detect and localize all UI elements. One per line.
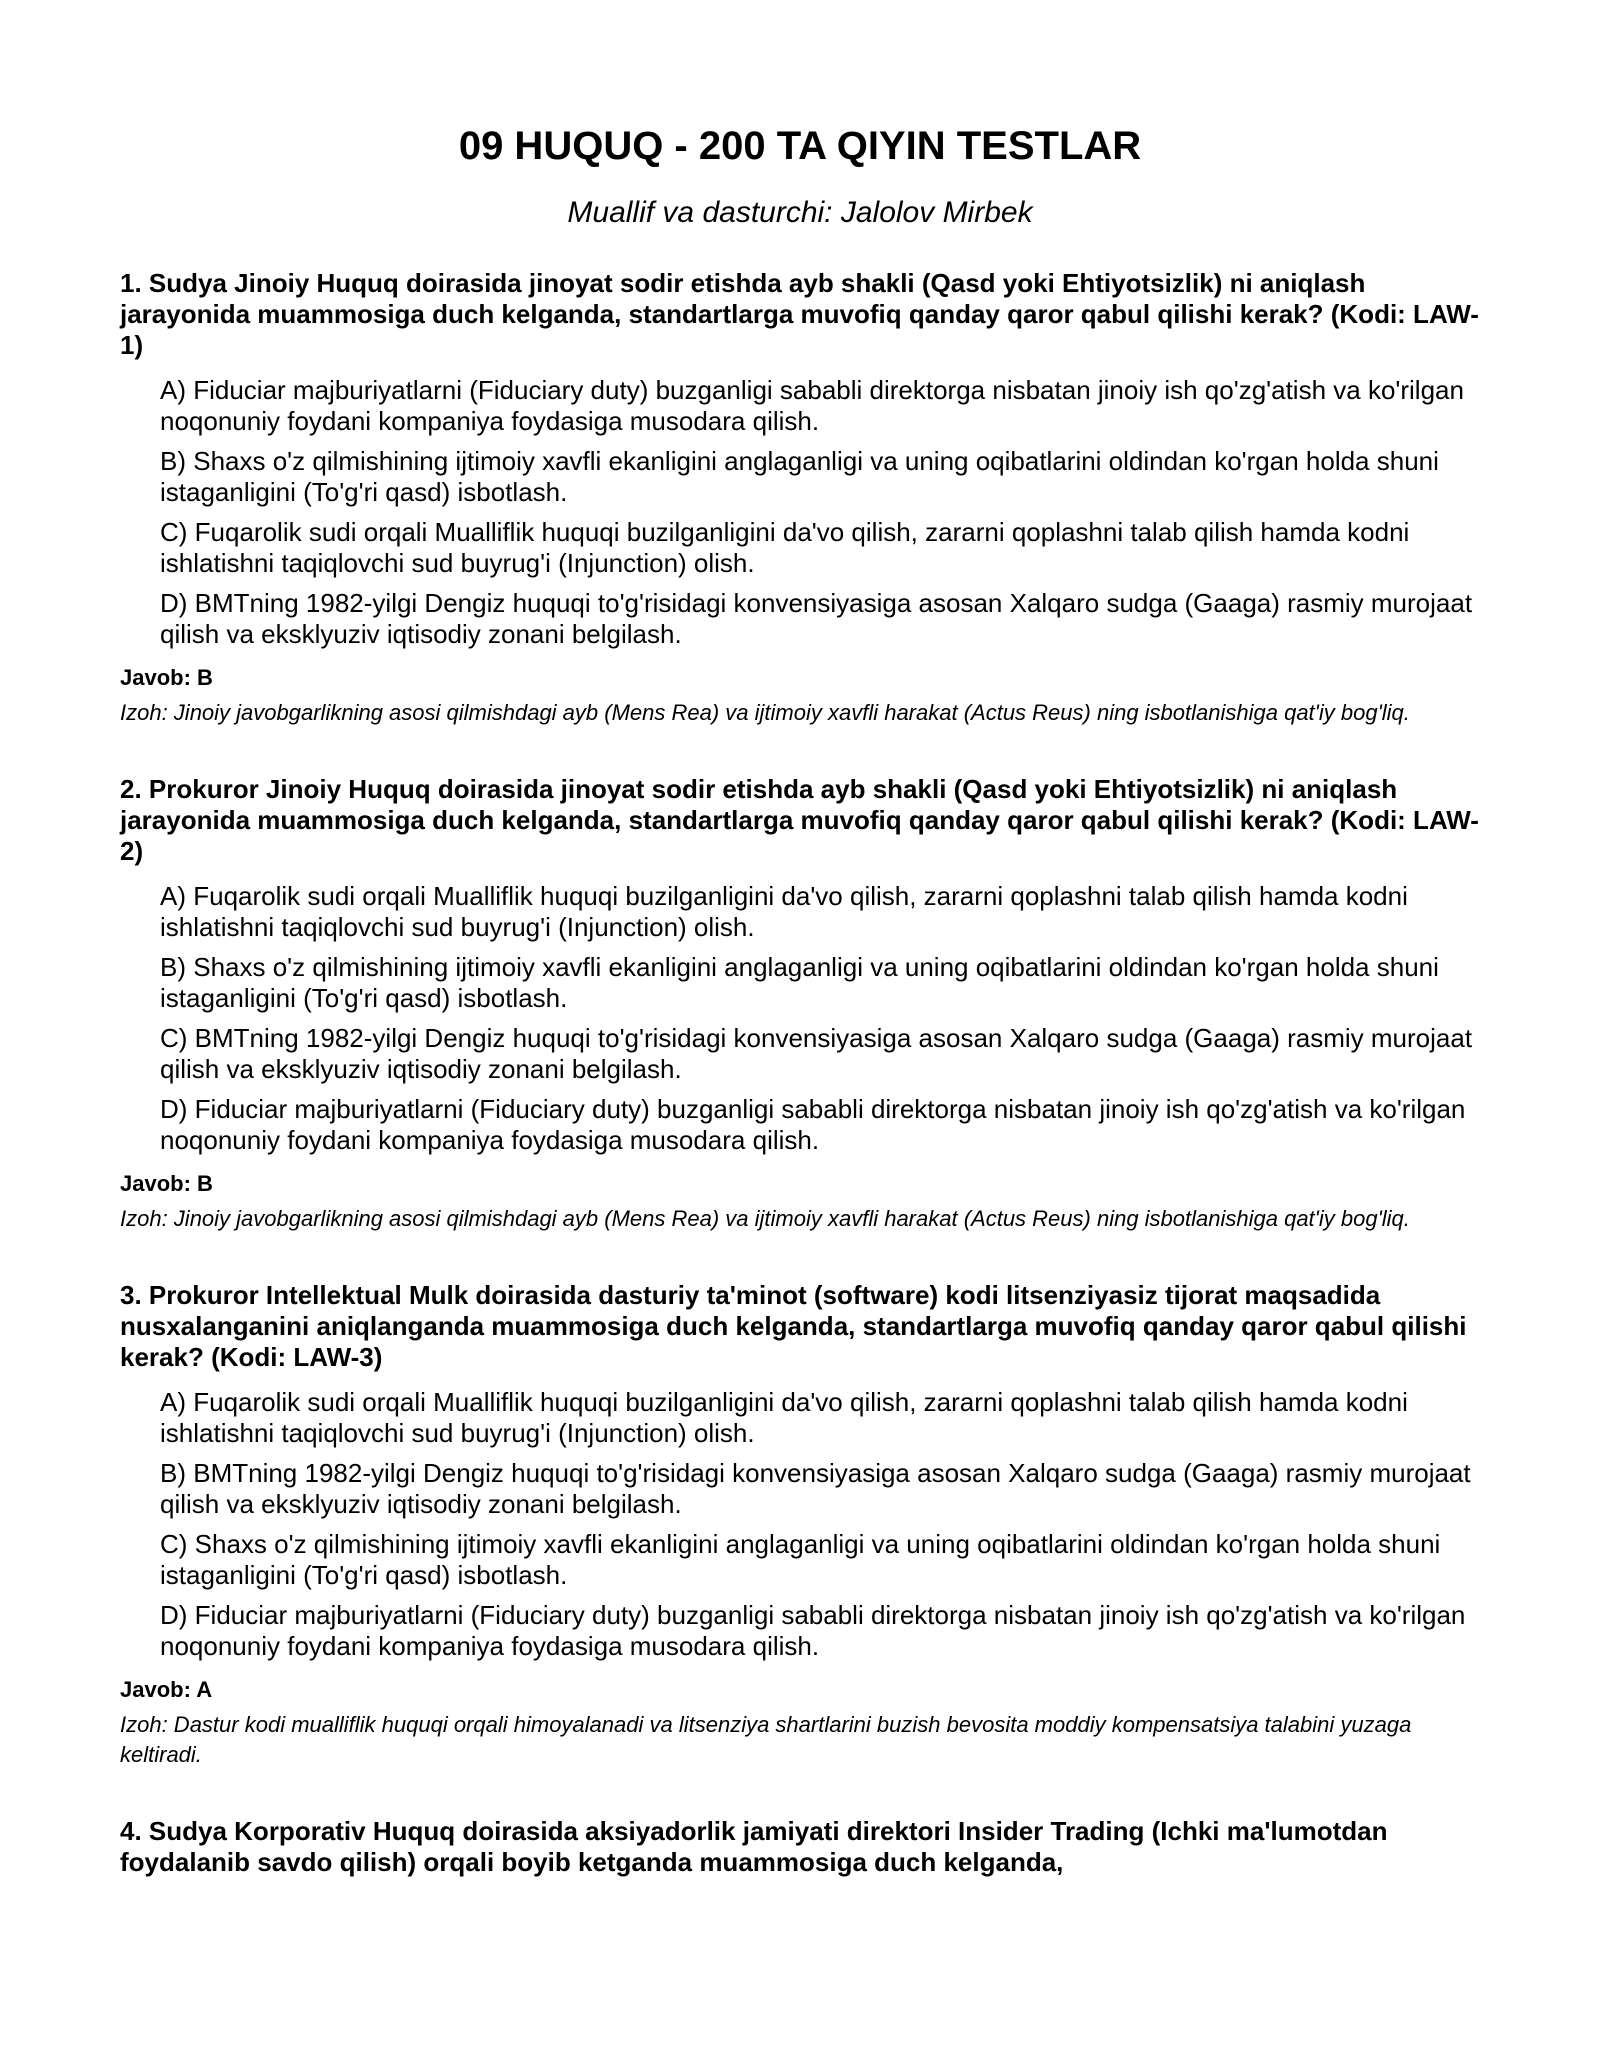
explanation-note: Izoh: Dastur kodi mualliflik huquqi orqali himoyalanadi va litsenziya shartlarini buzish bevosita moddiy kompensatsiya talabini yuzaga keltiradi. [120, 1712, 1412, 1767]
question-text: 4. Sudya Korporativ Huquq doirasida aksiyadorlik jamiyati direktori Insider Trading (Ichki ma'lumotdan foydalanib savdo qilish) orqali boyib ketganda muammosiga duch kelganda, [120, 1816, 1388, 1877]
answer-label: Javob: A [120, 1677, 213, 1702]
option-list [160, 1387, 1480, 1662]
option-c: C) Fuqarolik sudi orqali Mualliflik huquqi buzilganligini da'vo qilish, zararni qoplashni talab qilish hamda kodni ishlatishni taqiqlovchi sud buyrug'i (Injunction) olish. [160, 517, 1410, 578]
question-text: 3. Prokuror Intellektual Mulk doirasida dasturiy ta'minot (software) kodi litsenziyasiz tijorat maqsadida nusxalanganini aniqlanganda muammosiga duch kelganda, standartlarga muvofiq qanday qaror qabul qilishi kerak? (Kodi: LAW-3) [120, 1280, 1467, 1372]
question-text: 1. Sudya Jinoiy Huquq doirasida jinoyat sodir etishda ayb shakli (Qasd yoki Ehtiyotsizlik) ni aniqlash jarayonida muammosiga duch kelganda, standartlarga muvofiq qanday qaror qabul qilishi kerak? (Kodi: LAW-1) [120, 268, 1479, 360]
option-b: B) Shaxs o'z qilmishining ijtimoiy xavfli ekanligini anglaganligi va uning oqibatlarini oldindan ko'rgan holda shuni istaganligini (To'g'ri qasd) isbotlash. [160, 952, 1439, 1013]
document-author: Muallif va dasturchi: Jalolov Mirbek [567, 196, 1033, 229]
option-b: B) BMTning 1982-yilgi Dengiz huquqi to'g'risidagi konvensiyasiga asosan Xalqaro sudga (Gaaga) rasmiy murojaat qilish va eksklyuziv iqtisodiy zonani belgilash. [160, 1458, 1471, 1519]
explanation-note: Izoh: Jinoiy javobgarlikning asosi qilmishdagi ayb (Mens Rea) va ijtimoiy xavfli harakat (Actus Reus) ning isbotlanishiga qat'iy bog'liq. [120, 700, 1410, 725]
answer-label: Javob: B [120, 665, 213, 690]
option-c: C) Shaxs o'z qilmishining ijtimoiy xavfli ekanligini anglaganligi va uning oqibatlarini oldindan ko'rgan holda shuni istaganligini (To'g'ri qasd) isbotlash. [160, 1529, 1441, 1590]
option-list [160, 375, 1480, 650]
option-b: B) Shaxs o'z qilmishining ijtimoiy xavfli ekanligini anglaganligi va uning oqibatlarini oldindan ko'rgan holda shuni istaganligini (To'g'ri qasd) isbotlash. [160, 446, 1439, 507]
question-item [120, 1280, 1480, 1770]
option-a: A) Fiduciar majburiyatlarni (Fiduciary duty) buzganligi sababli direktorga nisbatan jinoiy ish qo'zg'atish va ko'rilgan noqonuniy foydani kompaniya foydasiga musodara qilish. [160, 375, 1464, 436]
question-item [120, 774, 1480, 1234]
option-a: A) Fuqarolik sudi orqali Mualliflik huquqi buzilganligini da'vo qilish, zararni qoplashni talab qilish hamda kodni ishlatishni taqiqlovchi sud buyrug'i (Injunction) olish. [160, 1387, 1408, 1448]
document-page [120, 118, 1480, 1878]
question-item [120, 268, 1480, 728]
option-d: D) Fiduciar majburiyatlarni (Fiduciary duty) buzganligi sababli direktorga nisbatan jinoiy ish qo'zg'atish va ko'rilgan noqonuniy foydani kompaniya foydasiga musodara qilish. [160, 1094, 1466, 1155]
option-d: D) Fiduciar majburiyatlarni (Fiduciary duty) buzganligi sababli direktorga nisbatan jinoiy ish qo'zg'atish va ko'rilgan noqonuniy foydani kompaniya foydasiga musodara qilish. [160, 1600, 1466, 1661]
question-item [120, 1816, 1480, 1878]
question-list [120, 268, 1480, 1878]
option-c: C) BMTning 1982-yilgi Dengiz huquqi to'g'risidagi konvensiyasiga asosan Xalqaro sudga (Gaaga) rasmiy murojaat qilish va eksklyuziv iqtisodiy zonani belgilash. [160, 1023, 1473, 1084]
answer-label: Javob: B [120, 1171, 213, 1196]
option-d: D) BMTning 1982-yilgi Dengiz huquqi to'g'risidagi konvensiyasiga asosan Xalqaro sudga (Gaaga) rasmiy murojaat qilish va eksklyuziv iqtisodiy zonani belgilash. [160, 588, 1473, 649]
question-text: 2. Prokuror Jinoiy Huquq doirasida jinoyat sodir etishda ayb shakli (Qasd yoki Ehtiyotsizlik) ni aniqlash jarayonida muammosiga duch kelganda, standartlarga muvofiq qanday qaror qabul qilishi kerak? (Kodi: LAW-2) [120, 774, 1479, 866]
document-title: 09 HUQUQ - 200 TA QIYIN TESTLAR [458, 124, 1142, 168]
explanation-note: Izoh: Jinoiy javobgarlikning asosi qilmishdagi ayb (Mens Rea) va ijtimoiy xavfli harakat (Actus Reus) ning isbotlanishiga qat'iy bog'liq. [120, 1206, 1410, 1231]
option-list [160, 881, 1480, 1156]
option-a: A) Fuqarolik sudi orqali Mualliflik huquqi buzilganligini da'vo qilish, zararni qoplashni talab qilish hamda kodni ishlatishni taqiqlovchi sud buyrug'i (Injunction) olish. [160, 881, 1408, 942]
